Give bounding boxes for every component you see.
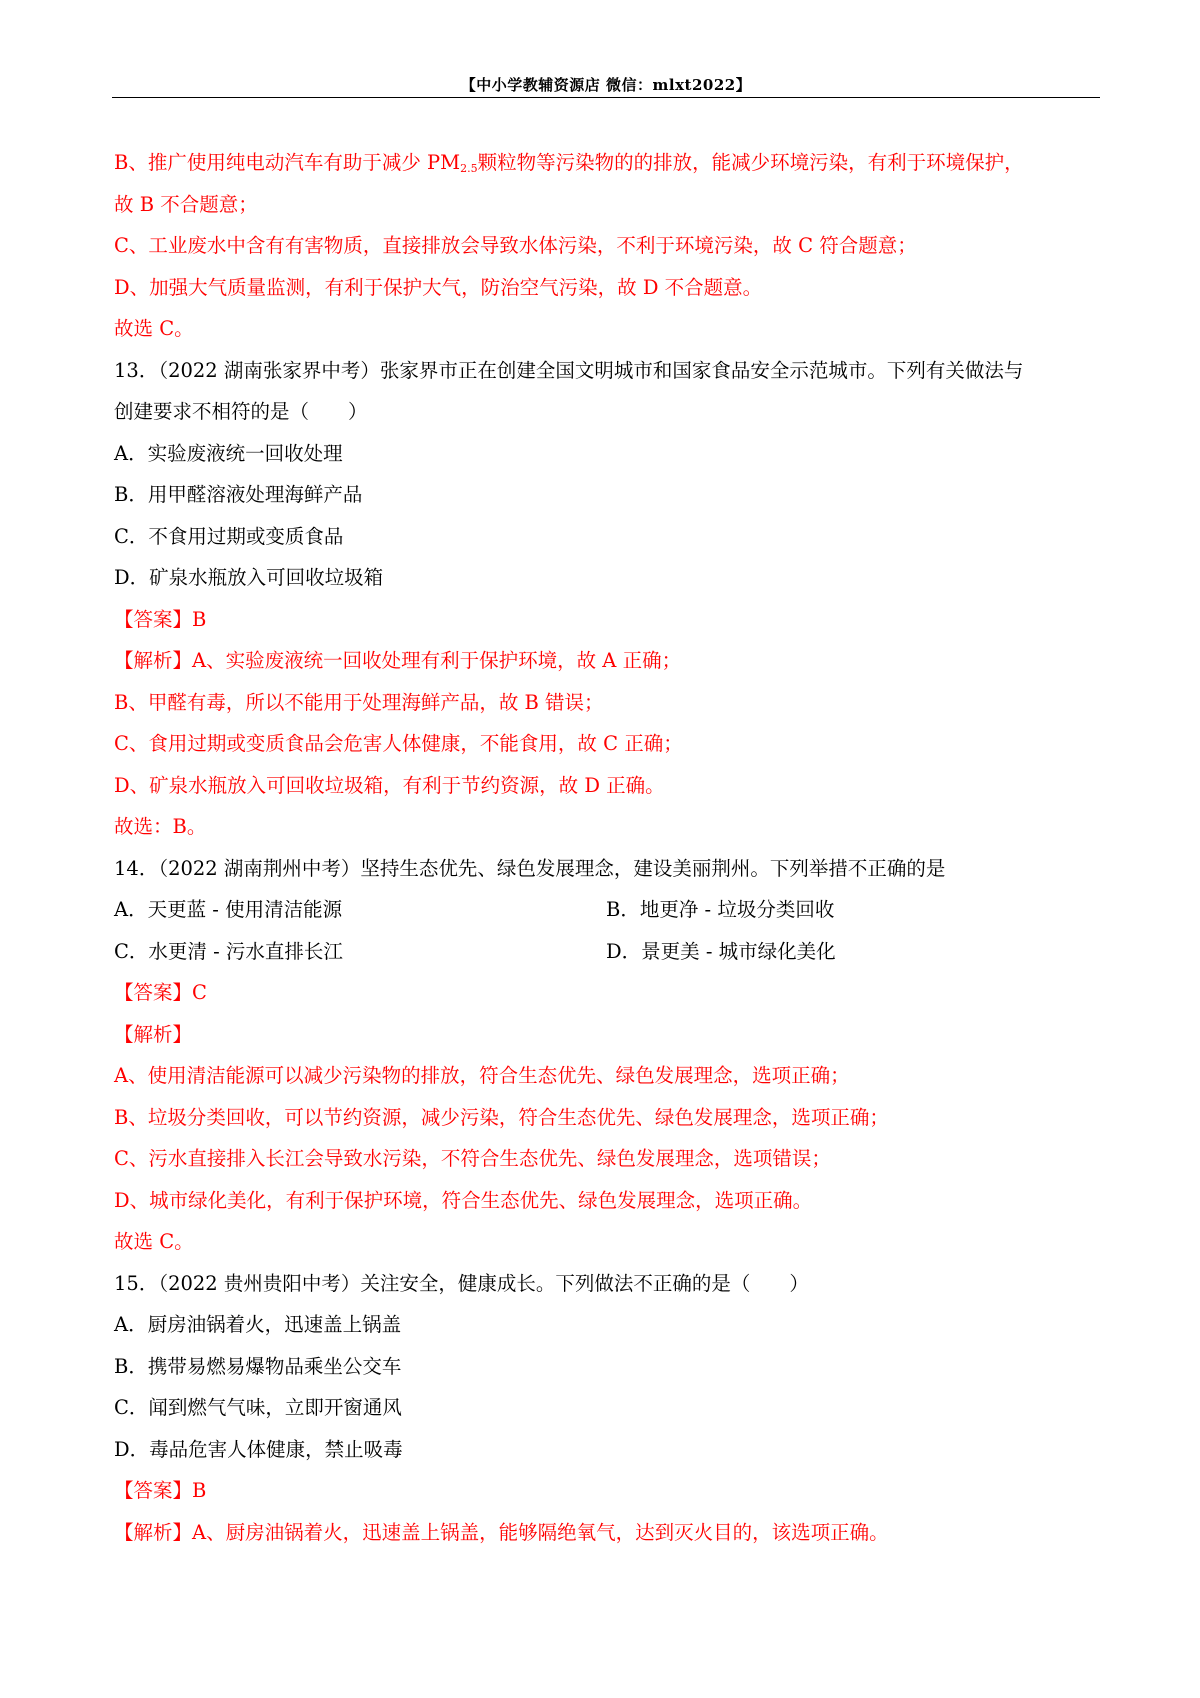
q13-choice: 故选：B。 (114, 815, 207, 838)
q14-option-b: B．地更净 - 垃圾分类回收 (606, 898, 835, 921)
q14-analysis-tag: 【解析】 (114, 1022, 193, 1046)
q14-analysis-d: D、城市绿化美化，有利于保护环境，符合生态优先、绿色发展理念，选项正确。 (114, 1188, 813, 1212)
q12-analysis-c: C、工业废水中含有有害物质，直接排放会导致水体污染，不利于环境污染，故 C 符合题意； (114, 234, 917, 257)
q13-option-c: C．不食用过期或变质食品 (114, 524, 344, 548)
q14-option-c: C．水更清 - 污水直排长江 (114, 939, 343, 963)
q14-choice: 故选 C。 (114, 1230, 194, 1253)
analysis-tag: 【解析】 (114, 1520, 193, 1544)
q13-option-b: B．用甲醛溶液处理海鲜产品 (114, 483, 363, 506)
q12-analysis-b-line2: 故 B 不合题意； (114, 192, 258, 216)
q13-analysis-d: D、矿泉水瓶放入可回收垃圾箱，有利于节约资源，故 D 正确。 (114, 773, 665, 797)
header-rule (112, 97, 1100, 98)
answer-tag: 【答案】 (114, 1479, 193, 1502)
q13-analysis-a: 【解析】A、实验废液统一回收处理有利于保护环境，故 A 正确； (114, 649, 682, 672)
q12-choice: 故选 C。 (114, 317, 194, 340)
q14-analysis-b: B、垃圾分类回收，可以节约资源，减少污染，符合生态优先、绿色发展理念，选项正确； (114, 1105, 889, 1129)
q12-analysis-d: D、加强大气质量监测，有利于保护大气，防治空气污染，故 D 不合题意。 (114, 275, 763, 299)
answer-value: C (192, 981, 207, 1004)
q15-analysis-a: 【解析】A、厨房油锅着火，迅速盖上锅盖，能够隔绝氧气，达到灭火目的，该选项正确。 (114, 1520, 889, 1544)
answer-tag: 【答案】 (114, 981, 193, 1004)
q15-option-b: B．携带易燃易爆物品乘坐公交车 (114, 1354, 402, 1378)
q14-answer (114, 972, 1100, 1014)
q13-answer (114, 599, 1100, 641)
page-content (114, 142, 1100, 1553)
q15-option-a: A．厨房油锅着火，迅速盖上锅盖 (114, 1313, 402, 1336)
analysis-tag: 【解析】 (114, 649, 193, 672)
q14-analysis-c: C、污水直接排入长江会导致水污染，不符合生态优先、绿色发展理念，选项错误； (114, 1147, 831, 1170)
q14-option-a: A．天更蓝 - 使用清洁能源 (114, 898, 343, 921)
q12-analysis-b-line1: B、推广使用纯电动汽车有助于减少 $PM_{2.5}$颗粒物等污染物的的排放，能减少环境污染，有利于环境保护， (114, 151, 1024, 175)
q13-option-a: A．实验废液统一回收处理 (114, 441, 343, 465)
q13-stem-line2: 创建要求不相符的是（ ） (114, 400, 368, 423)
answer-value: B (192, 607, 207, 631)
q15-stem: 15．（2022 贵州贵阳中考）关注安全，健康成长。下列做法不正确的是（ ） (114, 1271, 809, 1295)
q13-stem-line1: 13．（2022 湖南张家界中考）张家界市正在创建全国文明城市和国家食品安全示范城市。下列有关做法与 (114, 358, 1024, 382)
q15-option-c: C．闻到燃气气味，立即开窗通风 (114, 1396, 402, 1419)
q14-analysis-a: A、使用清洁能源可以减少污染物的排放，符合生态优先、绿色发展理念，选项正确； (114, 1064, 850, 1087)
q13-analysis-b: B、甲醛有毒，所以不能用于处理海鲜产品，故 B 错误； (114, 690, 604, 714)
answer-tag: 【答案】 (114, 607, 193, 631)
q14-options-row1 (114, 889, 1100, 931)
q14-options-row2 (114, 931, 1100, 973)
q14-stem: 14．（2022 湖南荆州中考）坚持生态优先、绿色发展理念，建设美丽荆州。下列举措不正确的是 (114, 856, 946, 880)
q15-answer (114, 1470, 1100, 1512)
q13-option-d: D．矿泉水瓶放入可回收垃圾箱 (114, 566, 384, 589)
page-header: 【中小学教辅资源店 微信：mlxt2022】 (460, 76, 752, 94)
q13-analysis-c: C、食用过期或变质食品会危害人体健康，不能食用，故 C 正确； (114, 732, 683, 755)
answer-value: B (192, 1479, 207, 1502)
q15-option-d: D．毒品危害人体健康，禁止吸毒 (114, 1437, 403, 1461)
q14-option-d: D．景更美 - 城市绿化美化 (606, 939, 836, 963)
